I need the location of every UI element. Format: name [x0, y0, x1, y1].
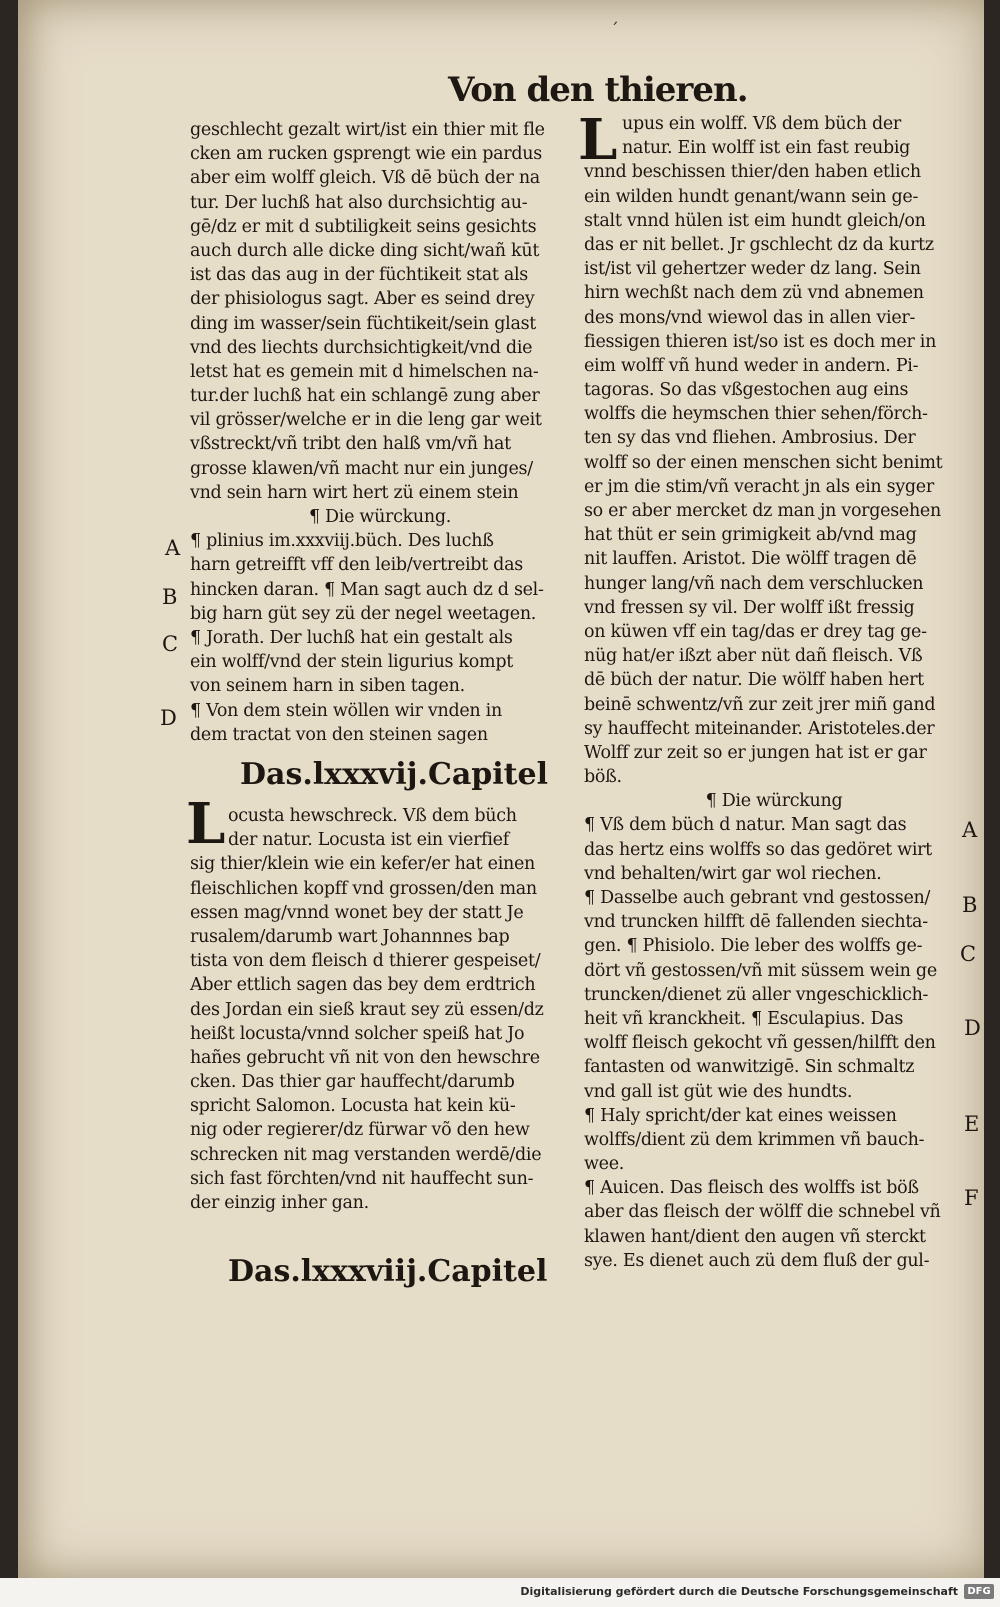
- text-line: spricht Salomon. Locusta hat kein kü-: [190, 1096, 516, 1117]
- text-line: hunger lang/vñ nach dem verschlucken: [584, 573, 924, 594]
- text-line: eim wolff vñ hund weder in andern. Pi-: [584, 355, 919, 376]
- text-line: on küwen vff ein tag/das er drey tag ge-: [584, 621, 927, 642]
- text-line: ding im wasser/sein füchtikeit/sein glast: [190, 313, 536, 334]
- text-line: heißt locusta/vnnd solcher speiß hat Jo: [190, 1023, 525, 1044]
- text-line: ¶ Von dem stein wöllen wir vnden in: [190, 700, 502, 721]
- text-line: des Jordan ein sieß kraut sey zü essen/dz: [190, 999, 544, 1020]
- text-line: letst hat es gemein mit d himelschen na-: [190, 361, 539, 382]
- text-line: ¶ plinius im.xxxviij.büch. Des luchß: [190, 531, 494, 552]
- text-line: wolff fleisch gekocht vñ gessen/hilfft den: [584, 1033, 936, 1054]
- text-line: harn getreifft vff den leib/vertreibt das: [190, 555, 523, 576]
- text-line: vnd behalten/wirt gar wol riechen.: [584, 863, 882, 884]
- text-line: essen mag/vnnd wonet bey der statt Je: [190, 902, 524, 923]
- right-marginal-f: F: [964, 1186, 979, 1210]
- text-line: Aber ettlich sagen das bey dem erdtrich: [190, 975, 536, 996]
- text-line: fleischlichen kopff vnd grossen/den man: [190, 878, 537, 899]
- text-line: ¶ Jorath. Der luchß hat ein gestalt als: [190, 627, 513, 648]
- text-line: böß.: [584, 767, 622, 788]
- text-line: des mons/vnd wiewol das in allen vier-: [584, 307, 916, 328]
- text-line: vßstreckt/vñ tribt den halß vm/vñ hat: [190, 434, 511, 455]
- text-line: natur. Ein wolff ist ein fast reubig: [622, 138, 911, 159]
- left-text-block: [190, 118, 570, 505]
- right-marginal-e: E: [964, 1112, 980, 1136]
- text-line: truncken/dienet zü aller vngeschicklich-: [584, 984, 929, 1005]
- text-line: upus ein wolff. Vß dem büch der: [622, 114, 901, 134]
- text-line: gē/dz er mit d subtiligkeit seins gesichts: [190, 216, 537, 237]
- text-line: vnd des liechts durchsichtigkeit/vnd die: [190, 337, 533, 358]
- text-line: schrecken nit mag verstanden werdē/die: [190, 1144, 542, 1165]
- text-line: wolff so der einen menschen sicht benimt: [584, 452, 943, 473]
- text-line: gen. ¶ Phisiolo. Die leber des wolffs ge-: [584, 936, 923, 957]
- book-page: [18, 0, 984, 1578]
- right-wuerckung-title: ¶ Die würckung: [705, 791, 843, 812]
- left-marginal-c: C: [162, 632, 179, 656]
- right-marginal-d: D: [964, 1016, 981, 1040]
- text-line: sy hauffecht miteinander. Aristoteles.der: [584, 718, 935, 739]
- text-line: ¶ Auicen. Das fleisch des wolffs ist böß: [584, 1178, 919, 1199]
- left-marginal-d: D: [160, 706, 177, 730]
- text-line: aber das fleisch der wölff die schnebel vñ: [584, 1202, 941, 1223]
- text-line: ¶ Haly spricht/der kat eines weissen: [584, 1105, 897, 1126]
- text-line: vnd fressen sy vil. Der wolff ißt fressig: [584, 597, 915, 618]
- left-column: [190, 118, 570, 747]
- text-line: dem tractat von den steinen sagen: [190, 724, 488, 745]
- text-line: ¶ Vß dem büch d natur. Man sagt das: [584, 815, 907, 836]
- text-line: wee.: [584, 1154, 625, 1175]
- text-line: sig thier/klein wie ein kefer/er hat einen: [190, 854, 536, 875]
- text-line: vnd gall ist güt wie des hundts.: [584, 1081, 853, 1102]
- left-marginal-b: B: [162, 585, 178, 609]
- text-line: stalt vnnd hülen ist eim hundt gleich/on: [584, 210, 926, 231]
- right-text-block: [584, 112, 964, 789]
- right-marginal-b: B: [962, 893, 978, 917]
- text-line: sich fast förchten/vnd nit hauffecht sun-: [190, 1168, 534, 1189]
- chapter-heading-78: Das.lxxxviij.Capitel: [228, 1254, 548, 1289]
- left-marginal-a: A: [165, 536, 181, 560]
- text-line: nit lauffen. Aristot. Die wölff tragen dē: [584, 549, 917, 570]
- text-line: cken. Das thier gar hauffecht/darumb: [190, 1072, 515, 1093]
- text-line: hat thüt er sein grimigkeit ab/vnd mag: [584, 525, 917, 546]
- text-line: fiessigen thieren ist/so ist es doch mer in: [584, 331, 937, 352]
- text-line: geschlecht gezalt wirt/ist ein thier mit fle: [190, 120, 545, 140]
- text-line: tur.der luchß hat ein schlangē zung aber: [190, 386, 540, 407]
- initial-letter-l: L: [186, 791, 226, 857]
- text-line: fantasten od wanwitzigē. Sin schmaltz: [584, 1057, 915, 1078]
- text-line: ein wolff/vnd der stein ligurius kompt: [190, 652, 513, 673]
- text-line: der natur. Locusta ist ein vierfief: [228, 830, 509, 851]
- text-line: ¶ Dasselbe auch gebrant vnd gestossen/: [584, 888, 931, 908]
- text-line: grosse klawen/vñ macht nur ein junges/: [190, 458, 533, 479]
- text-line: dē büch der natur. Die wölff haben hert: [584, 670, 924, 691]
- text-line: er jm die stim/vñ veracht jn als ein syger: [584, 476, 934, 497]
- left-wuerckung-title: ¶ Die würckung.: [308, 507, 452, 527]
- locusta-block: [190, 804, 570, 1215]
- footer-bar: [0, 1578, 1000, 1607]
- text-line: ocusta hewschreck. Vß dem büch: [228, 806, 517, 826]
- text-line: rusalem/darumb wart Johannnes bap: [190, 926, 510, 947]
- text-line: wolffs die heymschen thier sehen/förch-: [584, 404, 928, 425]
- text-line: auch durch alle dicke ding sicht/wañ kūt: [190, 240, 540, 261]
- right-marginal-a: A: [962, 818, 978, 842]
- text-line: so er aber mercket dz man jn vorgesehen: [584, 501, 941, 521]
- text-line: hirn wechßt nach dem zü vnd abnemen: [584, 283, 924, 304]
- initial-letter-l-right: L: [578, 107, 618, 173]
- text-line: ein wilden hundt genant/wann sein ge-: [584, 186, 919, 207]
- text-line: nüg hat/er ißzt aber nüt dañ fleisch. Vß: [584, 646, 923, 667]
- text-line: hañes gebrucht vñ nit von den hewschre: [190, 1047, 540, 1068]
- text-line: hincken daran. ¶ Man sagt auch dz d sel-: [190, 579, 544, 600]
- text-line: ist/ist vil gehertzer weder dz lang. Sein: [584, 259, 921, 280]
- text-line: heit vñ kranckheit. ¶ Esculapius. Das: [584, 1008, 904, 1029]
- text-line: das er nit bellet. Jr gschlecht dz da kurtz: [584, 234, 934, 255]
- text-line: cken am rucken gsprengt wie ein pardus: [190, 144, 542, 165]
- page-mark: ˊ: [610, 20, 619, 41]
- right-wuerckung-block: [584, 813, 964, 1273]
- text-line: vil grösser/welche er in die leng gar weit: [190, 410, 542, 431]
- left-wuerckung-block: [190, 529, 570, 747]
- text-line: tagoras. So das vßgestochen aug eins: [584, 380, 909, 401]
- text-line: der phisiologus sagt. Aber es seind drey: [190, 289, 535, 310]
- text-line: tur. Der luchß hat also durchsichtig au-: [190, 192, 528, 213]
- text-line: beinē schwentz/vñ zur zeit jrer miñ gand: [584, 694, 936, 715]
- text-line: vnd sein harn wirt hert zü einem stein: [190, 482, 519, 503]
- right-marginal-c: C: [960, 942, 977, 966]
- footer-credit: Digitalisierung gefördert durch die Deutsche Forschungsgemeinschaft: [520, 1585, 958, 1598]
- text-line: das hertz eins wolffs so das gedöret wirt: [584, 839, 932, 860]
- running-head: Von den thieren.: [448, 70, 748, 110]
- text-line: klawen hant/dient den augen vñ sterckt: [584, 1226, 926, 1247]
- text-line: ten sy das vnd fliehen. Ambrosius. Der: [584, 428, 916, 449]
- text-line: ist das das aug in der füchtikeit stat als: [190, 265, 528, 286]
- text-line: big harn güt sey zü der negel weetagen.: [190, 603, 537, 624]
- text-line: der einzig inher gan.: [190, 1193, 369, 1213]
- text-line: von seinem harn in siben tagen.: [190, 676, 465, 697]
- text-line: tista von dem fleisch d thierer gespeiset/: [190, 951, 541, 972]
- text-line: wolffs/dient zü dem krimmen vñ bauch-: [584, 1129, 925, 1150]
- text-line: Wolff zur zeit so er jungen hat ist er gar: [584, 742, 927, 763]
- text-line: aber eim wolff gleich. Vß dē büch der na: [190, 168, 540, 189]
- text-line: vnnd beschissen thier/den haben etlich: [584, 162, 921, 183]
- text-line: sye. Es dienet auch zü dem fluß der gul-: [584, 1250, 930, 1271]
- text-line: dört vñ gestossen/vñ mit süssem wein ge: [584, 960, 937, 981]
- right-column: [584, 112, 964, 1273]
- dfg-logo: DFG: [964, 1584, 994, 1599]
- text-line: vnd truncken hilfft dē fallenden siechta-: [584, 912, 928, 933]
- text-line: nig oder regierer/dz fürwar võ den hew: [190, 1120, 530, 1141]
- chapter-heading-77: Das.lxxxvij.Capitel: [240, 757, 548, 792]
